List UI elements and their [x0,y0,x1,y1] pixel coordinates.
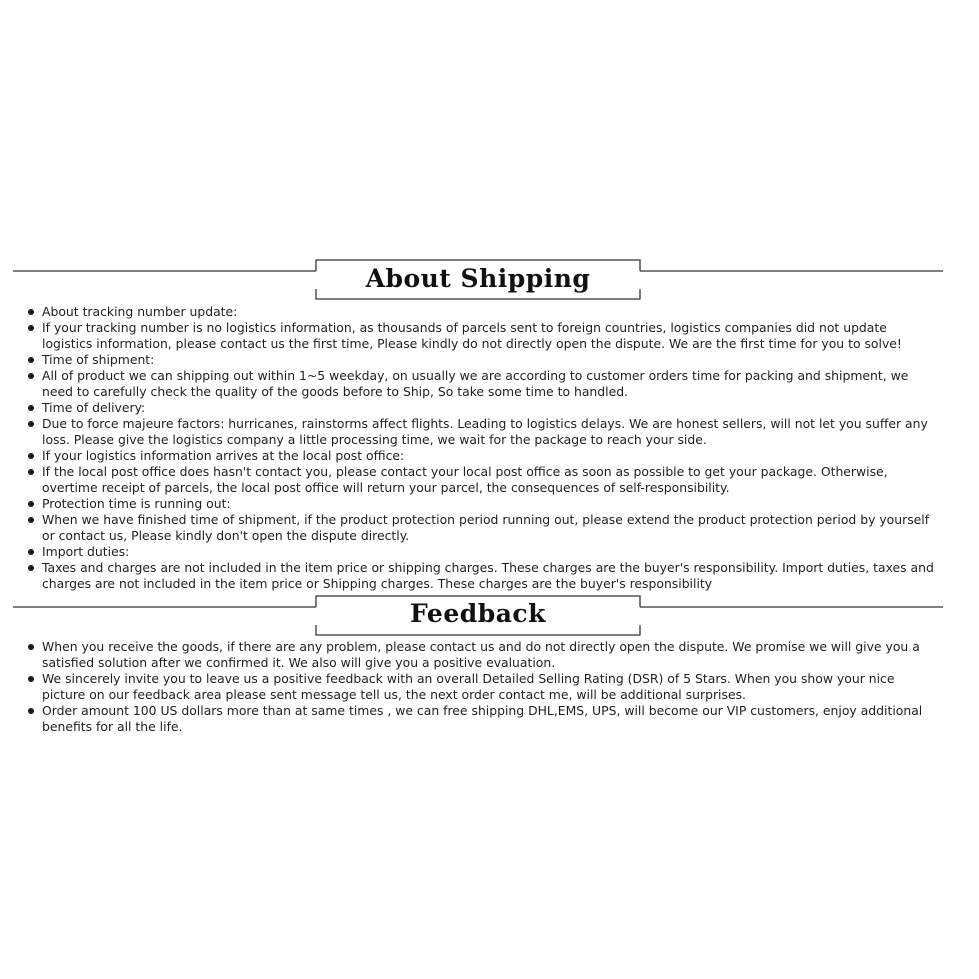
feedback-banner [0,595,979,639]
list-item: If the local post office does hasn't contact you, please contact your local post office as soon as possible to get your package. Otherwise, overtime receipt of parcels, the local post office will return your parcel, the consequences of self-responsibility. [42,464,934,496]
feedback-title: Feedback [410,599,546,628]
list-item: Due to force majeure factors: hurricanes, rainstorms affect flights. Leading to logistics delays. We are honest sellers, will not let you suffer any loss. Please give the logistics company a little processing time, we wait for the package to reach your side. [42,416,934,448]
list-item: Time of delivery: [42,400,934,416]
shipping-title: About Shipping [365,264,591,293]
list-item: Taxes and charges are not included in the item price or shipping charges. These charges are the buyer's responsibility. Import duties, taxes and charges are not included in the item price or Shipping charges. These charges are the buyer's responsibility [42,560,934,591]
list-item: When you receive the goods, if there are any problem, please contact us and do not directly open the dispute. We promise we will give you a satisfied solution after we confirmed it. We also will give you a positive evaluation. [42,639,934,671]
shipping-banner [0,259,979,303]
list-item: About tracking number update: [42,304,934,320]
list-item: Time of shipment: [42,352,934,368]
shipping-list [42,304,934,592]
list-item: When we have finished time of shipment, if the product protection period running out, please extend the product protection period by yourself or contact us, Please kindly don't open the dispute directly. [42,512,934,544]
list-item: If your tracking number is no logistics information, as thousands of parcels sent to foreign countries, logistics companies did not update logistics information, please contact us the first time, Please kindly do not directly open the dispute. We are the first time for you to solve! [42,320,934,352]
list-item: Protection time is running out: [42,496,934,512]
list-item: Order amount 100 US dollars more than at same times , we can free shipping DHL,EMS, UPS, will become our VIP customers, enjoy additional benefits for all the life. [42,703,934,735]
list-item: If your logistics information arrives at the local post office: [42,448,934,464]
list-item: Import duties: [42,544,934,560]
list-item: All of product we can shipping out within 1~5 weekday, on usually we are according to customer orders time for packing and shipment, we need to carefully check the quality of the goods before to Ship, So take some time to handled. [42,368,934,400]
feedback-list [42,639,934,735]
list-item: We sincerely invite you to leave us a positive feedback with an overall Detailed Selling Rating (DSR) of 5 Stars. When you show your nice picture on our feedback area please sent message tell us, the next order contact me, will be additional surprises. [42,671,934,703]
